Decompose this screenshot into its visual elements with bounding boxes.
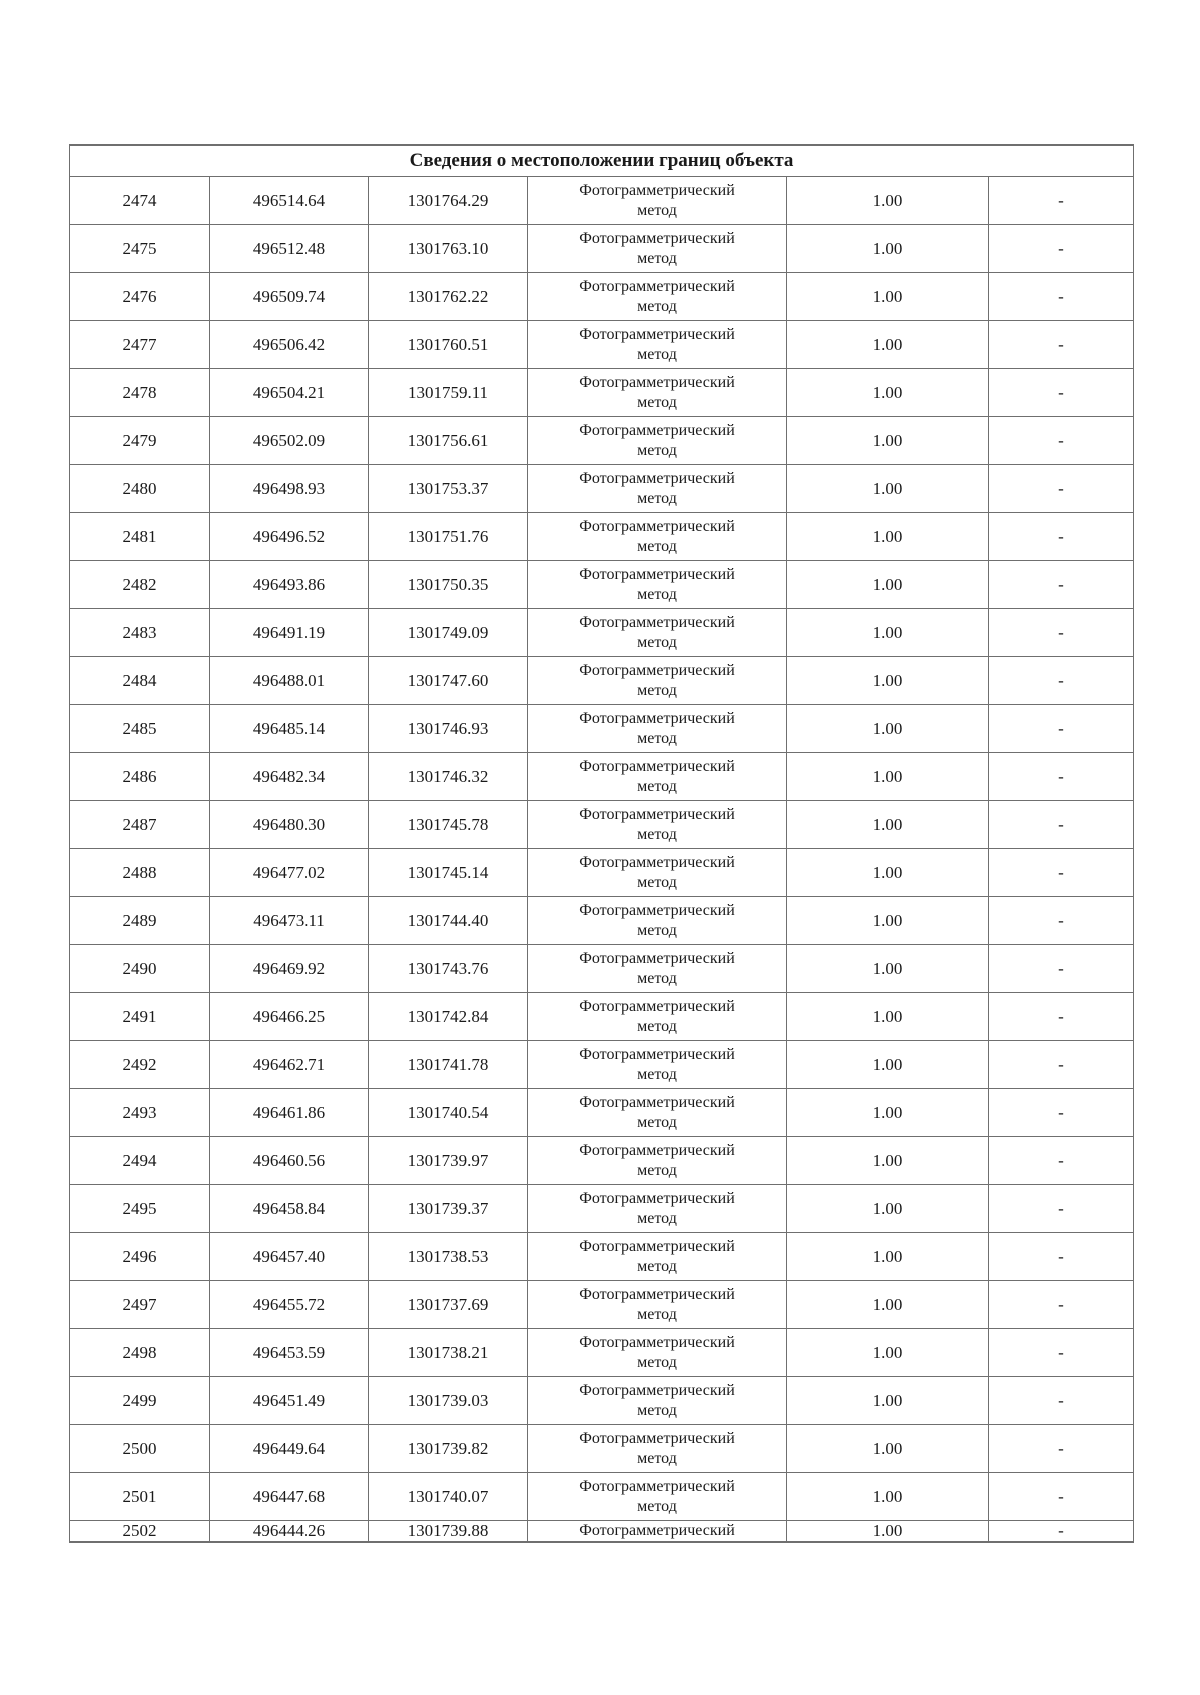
note-cell: -	[989, 417, 1134, 465]
method-line2: метод	[637, 681, 677, 699]
method-cell	[528, 561, 787, 609]
point-number-cell: 2492	[70, 1041, 210, 1089]
accuracy-cell: 1.00	[787, 1473, 989, 1521]
point-number-cell: 2475	[70, 225, 210, 273]
method-line2: метод	[637, 1305, 677, 1323]
table-row	[70, 1089, 1134, 1137]
note-cell: -	[989, 369, 1134, 417]
table-row	[70, 1041, 1134, 1089]
note-cell: -	[989, 321, 1134, 369]
accuracy-cell: 1.00	[787, 225, 989, 273]
table-row	[70, 369, 1134, 417]
note-cell: -	[989, 657, 1134, 705]
method-cell	[528, 273, 787, 321]
method-line2: метод	[637, 1401, 677, 1419]
table-row	[70, 753, 1134, 801]
point-number-cell: 2483	[70, 609, 210, 657]
point-number-cell: 2493	[70, 1089, 210, 1137]
method-line1: Фотограмметрический	[579, 325, 735, 343]
y-coordinate-cell: 1301737.69	[369, 1281, 528, 1329]
y-coordinate-cell: 1301742.84	[369, 993, 528, 1041]
y-coordinate-cell: 1301751.76	[369, 513, 528, 561]
method-cell	[528, 609, 787, 657]
x-coordinate-cell: 496469.92	[210, 945, 369, 993]
table-row	[70, 513, 1134, 561]
note-cell: -	[989, 1521, 1134, 1543]
method-line2: метод	[637, 249, 677, 267]
method-line1: Фотограмметрический	[579, 229, 735, 247]
method-cell	[528, 1137, 787, 1185]
method-line2: метод	[637, 393, 677, 411]
x-coordinate-cell: 496455.72	[210, 1281, 369, 1329]
method-line1: Фотограмметрический	[579, 661, 735, 679]
point-number-cell: 2489	[70, 897, 210, 945]
method-line2: метод	[637, 1161, 677, 1179]
y-coordinate-cell: 1301738.21	[369, 1329, 528, 1377]
point-number-cell: 2501	[70, 1473, 210, 1521]
note-cell: -	[989, 177, 1134, 225]
method-line1: Фотограмметрический	[579, 949, 735, 967]
method-line1: Фотограмметрический	[579, 1189, 735, 1207]
method-cell	[528, 1329, 787, 1377]
method-cell	[528, 369, 787, 417]
x-coordinate-cell: 496457.40	[210, 1233, 369, 1281]
x-coordinate-cell: 496466.25	[210, 993, 369, 1041]
x-coordinate-cell: 496453.59	[210, 1329, 369, 1377]
table-row	[70, 1473, 1134, 1521]
accuracy-cell: 1.00	[787, 321, 989, 369]
method-line1: Фотограмметрический	[579, 901, 735, 919]
y-coordinate-cell: 1301745.14	[369, 849, 528, 897]
point-number-cell: 2502	[70, 1521, 210, 1543]
method-line1: Фотограмметрический	[579, 1285, 735, 1303]
x-coordinate-cell: 496493.86	[210, 561, 369, 609]
method-line1: Фотограмметрический	[579, 1381, 735, 1399]
method-line2: метод	[637, 1449, 677, 1467]
accuracy-cell: 1.00	[787, 1521, 989, 1543]
method-cell	[528, 897, 787, 945]
y-coordinate-cell: 1301763.10	[369, 225, 528, 273]
y-coordinate-cell: 1301739.82	[369, 1425, 528, 1473]
accuracy-cell: 1.00	[787, 1137, 989, 1185]
method-line2: метод	[637, 825, 677, 843]
method-cell	[528, 225, 787, 273]
accuracy-cell: 1.00	[787, 1185, 989, 1233]
method-line2: метод	[637, 441, 677, 459]
note-cell: -	[989, 1377, 1134, 1425]
method-cell	[528, 1089, 787, 1137]
table-row	[70, 945, 1134, 993]
point-number-cell: 2474	[70, 177, 210, 225]
method-line2: метод	[637, 633, 677, 651]
table-row	[70, 177, 1134, 225]
x-coordinate-cell: 496485.14	[210, 705, 369, 753]
accuracy-cell: 1.00	[787, 1041, 989, 1089]
y-coordinate-cell: 1301764.29	[369, 177, 528, 225]
method-cell	[528, 1233, 787, 1281]
method-line1: Фотограмметрический	[579, 1045, 735, 1063]
table-row	[70, 1329, 1134, 1377]
x-coordinate-cell: 496444.26	[210, 1521, 369, 1543]
boundary-coordinates-table	[69, 144, 1134, 1543]
point-number-cell: 2499	[70, 1377, 210, 1425]
x-coordinate-cell: 496509.74	[210, 273, 369, 321]
note-cell: -	[989, 1281, 1134, 1329]
method-line1: Фотограмметрический	[579, 469, 735, 487]
method-line2: метод	[637, 969, 677, 987]
method-line1: Фотограмметрический	[579, 1237, 735, 1255]
method-cell	[528, 945, 787, 993]
method-line1: Фотограмметрический	[579, 1333, 735, 1351]
note-cell: -	[989, 801, 1134, 849]
accuracy-cell: 1.00	[787, 369, 989, 417]
note-cell: -	[989, 465, 1134, 513]
method-cell	[528, 705, 787, 753]
method-cell	[528, 1377, 787, 1425]
method-line1: Фотограмметрический	[579, 1477, 735, 1495]
method-cell	[528, 417, 787, 465]
note-cell: -	[989, 849, 1134, 897]
point-number-cell: 2486	[70, 753, 210, 801]
accuracy-cell: 1.00	[787, 705, 989, 753]
accuracy-cell: 1.00	[787, 609, 989, 657]
method-cell	[528, 465, 787, 513]
method-line1: Фотограмметрический	[579, 997, 735, 1015]
accuracy-cell: 1.00	[787, 1089, 989, 1137]
x-coordinate-cell: 496461.86	[210, 1089, 369, 1137]
y-coordinate-cell: 1301741.78	[369, 1041, 528, 1089]
method-line2: метод	[637, 1353, 677, 1371]
point-number-cell: 2498	[70, 1329, 210, 1377]
y-coordinate-cell: 1301743.76	[369, 945, 528, 993]
point-number-cell: 2494	[70, 1137, 210, 1185]
table-title-row	[70, 145, 1134, 177]
table-row	[70, 1521, 1134, 1543]
x-coordinate-cell: 496482.34	[210, 753, 369, 801]
accuracy-cell: 1.00	[787, 1233, 989, 1281]
x-coordinate-cell: 496498.93	[210, 465, 369, 513]
y-coordinate-cell: 1301760.51	[369, 321, 528, 369]
method-line1: Фотограмметрический	[579, 517, 735, 535]
table-row	[70, 849, 1134, 897]
method-line2: метод	[637, 489, 677, 507]
point-number-cell: 2481	[70, 513, 210, 561]
method-cell	[528, 321, 787, 369]
note-cell: -	[989, 1329, 1134, 1377]
method-cell	[528, 657, 787, 705]
accuracy-cell: 1.00	[787, 1425, 989, 1473]
point-number-cell: 2484	[70, 657, 210, 705]
note-cell: -	[989, 1473, 1134, 1521]
x-coordinate-cell: 496512.48	[210, 225, 369, 273]
method-line2: метод	[637, 729, 677, 747]
accuracy-cell: 1.00	[787, 657, 989, 705]
method-cell	[528, 1041, 787, 1089]
method-line2: метод	[637, 873, 677, 891]
accuracy-cell: 1.00	[787, 417, 989, 465]
method-line2: метод	[637, 1209, 677, 1227]
accuracy-cell: 1.00	[787, 1377, 989, 1425]
table-row	[70, 561, 1134, 609]
accuracy-cell: 1.00	[787, 1329, 989, 1377]
method-cell	[528, 1185, 787, 1233]
x-coordinate-cell: 496449.64	[210, 1425, 369, 1473]
accuracy-cell: 1.00	[787, 465, 989, 513]
y-coordinate-cell: 1301746.32	[369, 753, 528, 801]
y-coordinate-cell: 1301738.53	[369, 1233, 528, 1281]
y-coordinate-cell: 1301740.54	[369, 1089, 528, 1137]
y-coordinate-cell: 1301739.03	[369, 1377, 528, 1425]
point-number-cell: 2497	[70, 1281, 210, 1329]
y-coordinate-cell: 1301739.97	[369, 1137, 528, 1185]
table-row	[70, 1137, 1134, 1185]
note-cell: -	[989, 1425, 1134, 1473]
x-coordinate-cell: 496502.09	[210, 417, 369, 465]
note-cell: -	[989, 945, 1134, 993]
point-number-cell: 2477	[70, 321, 210, 369]
y-coordinate-cell: 1301756.61	[369, 417, 528, 465]
method-cell	[528, 177, 787, 225]
note-cell: -	[989, 225, 1134, 273]
note-cell: -	[989, 897, 1134, 945]
point-number-cell: 2485	[70, 705, 210, 753]
accuracy-cell: 1.00	[787, 561, 989, 609]
y-coordinate-cell: 1301747.60	[369, 657, 528, 705]
accuracy-cell: 1.00	[787, 513, 989, 561]
point-number-cell: 2480	[70, 465, 210, 513]
point-number-cell: 2482	[70, 561, 210, 609]
y-coordinate-cell: 1301745.78	[369, 801, 528, 849]
note-cell: -	[989, 1185, 1134, 1233]
x-coordinate-cell: 496458.84	[210, 1185, 369, 1233]
method-line2: метод	[637, 921, 677, 939]
point-number-cell: 2490	[70, 945, 210, 993]
point-number-cell: 2500	[70, 1425, 210, 1473]
y-coordinate-cell: 1301750.35	[369, 561, 528, 609]
method-line1: Фотограмметрический	[579, 853, 735, 871]
table-row	[70, 897, 1134, 945]
method-line2: метод	[637, 1065, 677, 1083]
method-cell	[528, 513, 787, 561]
accuracy-cell: 1.00	[787, 849, 989, 897]
method-line1: Фотограмметрический	[579, 277, 735, 295]
accuracy-cell: 1.00	[787, 753, 989, 801]
note-cell: -	[989, 1041, 1134, 1089]
point-number-cell: 2496	[70, 1233, 210, 1281]
table-row	[70, 273, 1134, 321]
table-row	[70, 609, 1134, 657]
accuracy-cell: 1.00	[787, 177, 989, 225]
table-row	[70, 1185, 1134, 1233]
note-cell: -	[989, 513, 1134, 561]
y-coordinate-cell: 1301762.22	[369, 273, 528, 321]
method-line2: метод	[637, 1017, 677, 1035]
x-coordinate-cell: 496506.42	[210, 321, 369, 369]
note-cell: -	[989, 993, 1134, 1041]
table-row	[70, 1233, 1134, 1281]
method-cell	[528, 993, 787, 1041]
method-line1: Фотограмметрический	[579, 421, 735, 439]
note-cell: -	[989, 561, 1134, 609]
method-line1: Фотограмметрический	[579, 1093, 735, 1111]
note-cell: -	[989, 705, 1134, 753]
y-coordinate-cell: 1301740.07	[369, 1473, 528, 1521]
x-coordinate-cell: 496488.01	[210, 657, 369, 705]
method-line1: Фотограмметрический	[579, 373, 735, 391]
table-row	[70, 321, 1134, 369]
method-line2: метод	[637, 201, 677, 219]
method-line1: Фотограмметрический	[579, 565, 735, 583]
x-coordinate-cell: 496451.49	[210, 1377, 369, 1425]
point-number-cell: 2479	[70, 417, 210, 465]
y-coordinate-cell: 1301753.37	[369, 465, 528, 513]
point-number-cell: 2488	[70, 849, 210, 897]
table-row	[70, 1425, 1134, 1473]
note-cell: -	[989, 609, 1134, 657]
method-cell	[528, 849, 787, 897]
table-row	[70, 1281, 1134, 1329]
note-cell: -	[989, 1233, 1134, 1281]
accuracy-cell: 1.00	[787, 273, 989, 321]
method-line2: метод	[637, 537, 677, 555]
point-number-cell: 2487	[70, 801, 210, 849]
y-coordinate-cell: 1301744.40	[369, 897, 528, 945]
table-row	[70, 465, 1134, 513]
method-cell	[528, 1473, 787, 1521]
accuracy-cell: 1.00	[787, 993, 989, 1041]
method-cell	[528, 801, 787, 849]
accuracy-cell: 1.00	[787, 897, 989, 945]
method-cell	[528, 1521, 787, 1543]
x-coordinate-cell: 496460.56	[210, 1137, 369, 1185]
table-row	[70, 993, 1134, 1041]
method-line2: метод	[637, 1113, 677, 1131]
x-coordinate-cell: 496462.71	[210, 1041, 369, 1089]
point-number-cell: 2476	[70, 273, 210, 321]
table-row	[70, 801, 1134, 849]
point-number-cell: 2478	[70, 369, 210, 417]
y-coordinate-cell: 1301759.11	[369, 369, 528, 417]
y-coordinate-cell: 1301739.88	[369, 1521, 528, 1543]
x-coordinate-cell: 496504.21	[210, 369, 369, 417]
method-line1: Фотограмметрический	[579, 805, 735, 823]
method-line1: Фотограмметрический	[579, 181, 735, 199]
x-coordinate-cell: 496514.64	[210, 177, 369, 225]
method-line1: Фотограмметрический	[579, 1429, 735, 1447]
table-row	[70, 705, 1134, 753]
table-row	[70, 225, 1134, 273]
method-line1: Фотограмметрический	[579, 757, 735, 775]
accuracy-cell: 1.00	[787, 801, 989, 849]
note-cell: -	[989, 273, 1134, 321]
x-coordinate-cell: 496477.02	[210, 849, 369, 897]
note-cell: -	[989, 1089, 1134, 1137]
x-coordinate-cell: 496480.30	[210, 801, 369, 849]
table-title: Сведения о местоположении границ объекта	[70, 145, 1134, 177]
table-row	[70, 657, 1134, 705]
method-line2: метод	[637, 1257, 677, 1275]
method-line2: метод	[637, 777, 677, 795]
method-cell	[528, 1281, 787, 1329]
method-cell	[528, 1425, 787, 1473]
note-cell: -	[989, 753, 1134, 801]
point-number-cell: 2495	[70, 1185, 210, 1233]
table-row	[70, 417, 1134, 465]
note-cell: -	[989, 1137, 1134, 1185]
y-coordinate-cell: 1301746.93	[369, 705, 528, 753]
x-coordinate-cell: 496491.19	[210, 609, 369, 657]
accuracy-cell: 1.00	[787, 945, 989, 993]
y-coordinate-cell: 1301739.37	[369, 1185, 528, 1233]
y-coordinate-cell: 1301749.09	[369, 609, 528, 657]
method-line2: метод	[637, 297, 677, 315]
method-line1: Фотограмметрический	[579, 1522, 735, 1539]
x-coordinate-cell: 496496.52	[210, 513, 369, 561]
method-line1: Фотограмметрический	[579, 1141, 735, 1159]
method-line1: Фотограмметрический	[579, 709, 735, 727]
method-cell	[528, 753, 787, 801]
point-number-cell: 2491	[70, 993, 210, 1041]
accuracy-cell: 1.00	[787, 1281, 989, 1329]
x-coordinate-cell: 496447.68	[210, 1473, 369, 1521]
table-row	[70, 1377, 1134, 1425]
method-line1: Фотограмметрический	[579, 613, 735, 631]
x-coordinate-cell: 496473.11	[210, 897, 369, 945]
method-line2: метод	[637, 1497, 677, 1515]
method-line2: метод	[637, 345, 677, 363]
method-line2: метод	[637, 585, 677, 603]
